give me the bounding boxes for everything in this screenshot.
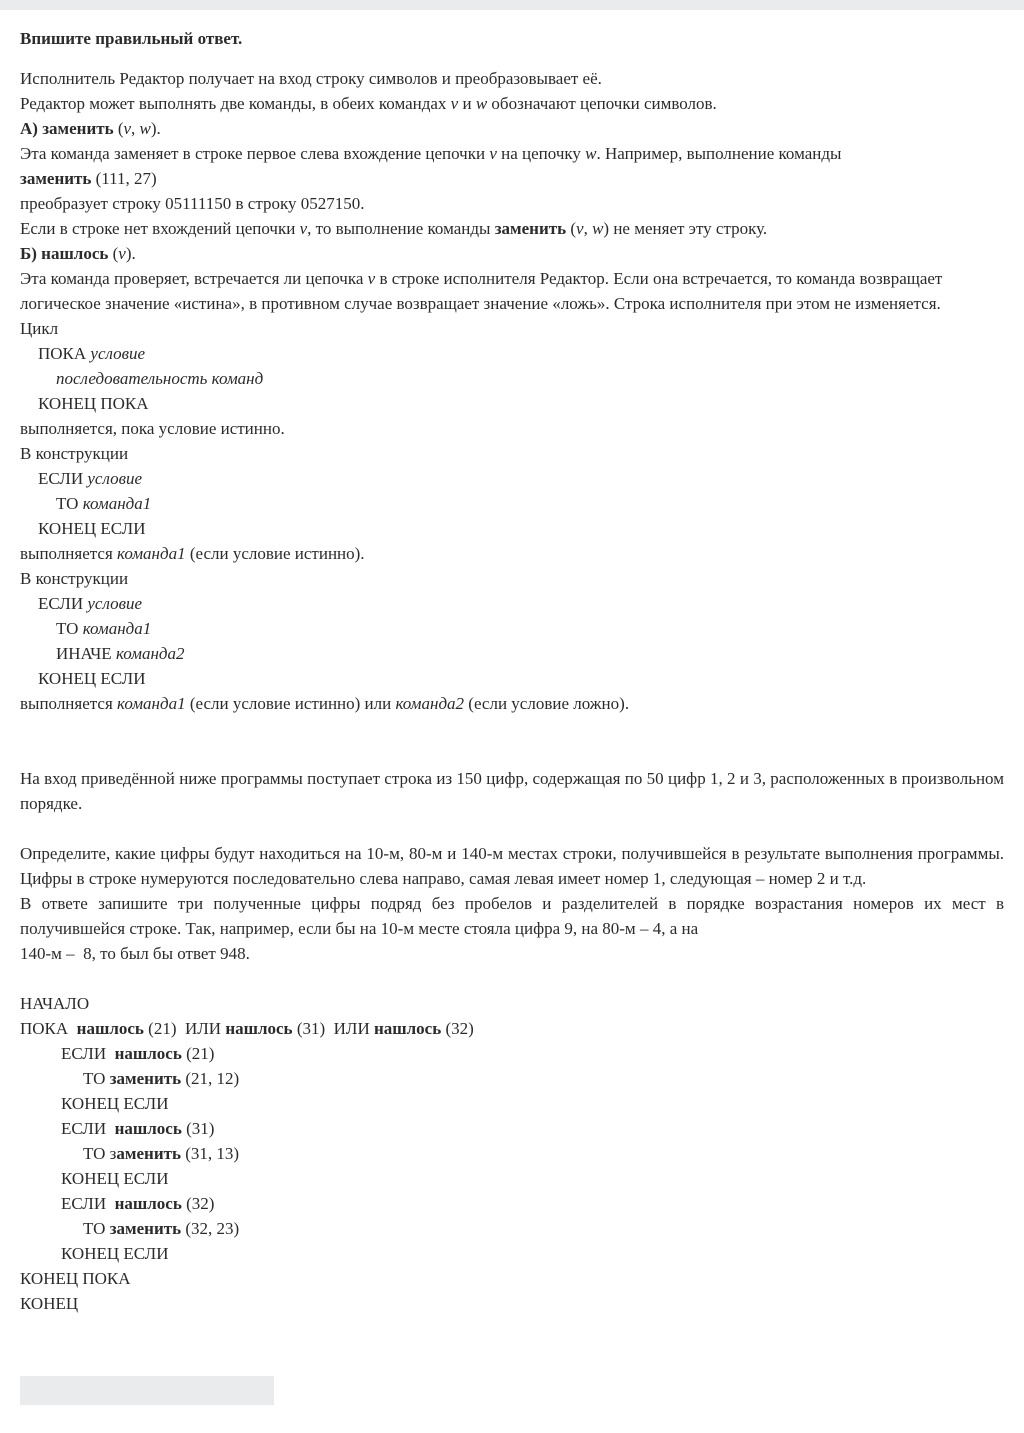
program-end-while: КОНЕЦ ПОКА — [20, 1269, 131, 1288]
ifelse-else-line: ИНАЧЕ команда2 — [56, 644, 185, 663]
task-paragraph-2: Определите, какие цифры будут находиться на 10-м, 80-м и 140-м местах строки, получившейся в результате выполнения программы. Цифры в строке нумеруются последовательно слева направо, самая левая имеет номер 1, следующая – номер 2 и т.д. — [20, 844, 1004, 888]
program-end-if-1: КОНЕЦ ЕСЛИ — [61, 1094, 169, 1113]
command-b-description: Эта команда проверяет, встречается ли цепочка v в строке исполнителя Редактор. Если она встречается, то команда возвращает логическое значение «истина», в противном случае возвращает значение «ложь». Строка исполнителя при этом не изменяется. — [20, 269, 943, 313]
program-end: КОНЕЦ — [20, 1294, 79, 1313]
ifelse-end-line: КОНЕЦ ЕСЛИ — [38, 669, 146, 688]
program-if-21: ЕСЛИ нашлось (21) — [61, 1044, 215, 1063]
task-content — [0, 10, 1024, 1316]
if-line: ЕСЛИ условие — [38, 469, 142, 488]
loop-title: Цикл — [20, 319, 59, 338]
task-heading: Впишите правильный ответ. — [20, 29, 243, 48]
loop-while-line: ПОКА условие — [38, 344, 146, 363]
program-then-21: ТО заменить (21, 12) — [83, 1069, 240, 1088]
program-then-32: ТО заменить (32, 23) — [83, 1219, 240, 1238]
program-if-31: ЕСЛИ нашлось (31) — [61, 1119, 215, 1138]
program-then-31: ТО заменить (31, 13) — [83, 1144, 240, 1163]
intro-line-1: Исполнитель Редактор получает на вход строку символов и преобразовывает её. — [20, 69, 602, 88]
command-a-example-result: преобразует строку 05111150 в строку 0527150. — [20, 194, 365, 213]
program-if-32: ЕСЛИ нашлось (32) — [61, 1194, 215, 1213]
task-paragraph-3: В ответе запишите три полученные цифры подряд без пробелов и разделителей в порядке возрастания номеров их мест в получившейся строке. Так, например, если бы на 10-м месте стояла цифра 9, на 80-м – 4, а на — [20, 894, 1004, 938]
end-if-line: КОНЕЦ ЕСЛИ — [38, 519, 146, 538]
task-paragraph-1: На вход приведённой ниже программы поступает строка из 150 цифр, содержащая по 50 цифр 1, 2 и 3, расположенных в произвольном порядке. — [20, 769, 1004, 813]
command-a-example: заменить (111, 27) — [20, 169, 157, 188]
program-end-if-2: КОНЕЦ ЕСЛИ — [61, 1169, 169, 1188]
loop-body-line: последовательность команд — [56, 369, 264, 388]
command-a-title: А) заменить (v, w). — [20, 119, 161, 138]
loop-end-line: КОНЕЦ ПОКА — [38, 394, 149, 413]
intro-line-2: Редактор может выполнять две команды, в обеих командах v и w обозначают цепочки символов. — [20, 94, 717, 113]
program-end-if-3: КОНЕЦ ЕСЛИ — [61, 1244, 169, 1263]
program-begin: НАЧАЛО — [20, 994, 90, 1013]
ifelse-if-line: ЕСЛИ условие — [38, 594, 142, 613]
command-b-title: Б) нашлось (v). — [20, 244, 136, 263]
ifelse-construct-title: В конструкции — [20, 569, 129, 588]
loop-description: выполняется, пока условие истинно. — [20, 419, 285, 438]
ifelse-description: выполняется команда1 (если условие истинно) или команда2 (если условие ложно). — [20, 694, 630, 713]
command-a-description: Эта команда заменяет в строке первое слева вхождение цепочки v на цепочку w. Например, выполнение команды — [20, 144, 842, 163]
then-line: ТО команда1 — [56, 494, 152, 513]
command-a-no-match: Если в строке нет вхождений цепочки v, то выполнение команды заменить (v, w) не меняет эту строку. — [20, 219, 768, 238]
task-paragraph-3-end: 140-м – 8, то был бы ответ 948. — [20, 944, 250, 963]
ifelse-then-line: ТО команда1 — [56, 619, 152, 638]
program-while-line: ПОКА нашлось (21) ИЛИ нашлось (31) ИЛИ нашлось (32) — [20, 1019, 474, 1038]
answer-input[interactable] — [20, 1376, 274, 1405]
if-description: выполняется команда1 (если условие истинно). — [20, 544, 365, 563]
if-construct-title: В конструкции — [20, 444, 129, 463]
top-bar — [0, 0, 1024, 10]
